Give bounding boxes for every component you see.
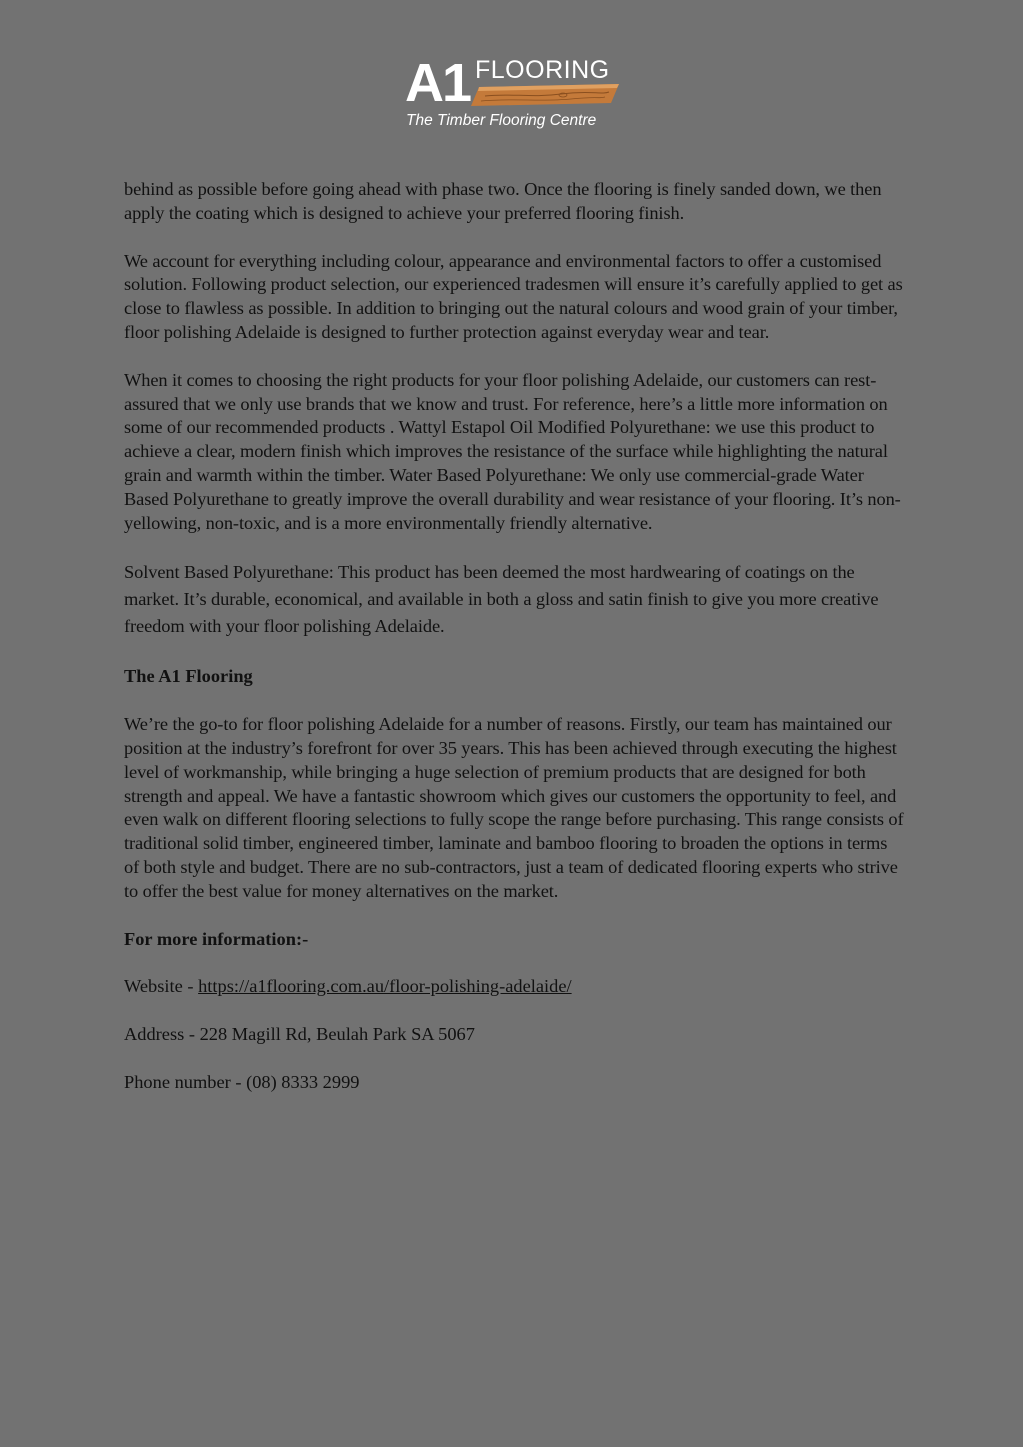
- timber-plank-icon: [471, 84, 619, 106]
- a1-flooring-logo: [405, 53, 621, 134]
- paragraph-products: When it comes to choosing the right products for your floor polishing Adelaide, our customers can rest-assured that we only use brands that we know and trust. For reference, here’s a little more information on some of our recommended products . Wattyl Estapol Oil Modified Polyurethane: we use this product to achieve a clear, modern finish which improves the resistance of the surface while highlighting the natural grain and warmth within the timber. Water Based Polyurethane: We only use commercial-grade Water Based Polyurethane to greatly improve the overall durability and wear resistance of your flooring. It’s non-yellowing, non-toxic, and is a more environmentally friendly alternative.: [124, 369, 901, 533]
- logo-brand-word: FLOORING: [475, 56, 610, 84]
- logo-brand-mark: A1: [405, 53, 471, 113]
- website-link[interactable]: https://a1flooring.com.au/floor-polishing-adelaide/: [198, 976, 572, 997]
- address-line: Address - 228 Magill Rd, Beulah Park SA 5067: [124, 1024, 475, 1045]
- phone-line: Phone number - (08) 8333 2999: [124, 1071, 360, 1092]
- paragraph-customised-solution: We account for everything including colour, appearance and environmental factors to offer a customised solution. Following product selection, our experienced tradesmen will ensure it’s carefully applied to get as close to flawless as possible. In addition to bringing out the natural colours and wood grain of your timber, floor polishing Adelaide is designed to further protection against everyday wear and tear.: [124, 250, 903, 342]
- logo-tagline: The Timber Flooring Centre: [406, 112, 597, 129]
- website-label: Website -: [124, 976, 199, 997]
- paragraph-solvent-based: Solvent Based Polyurethane: This product has been deemed the most hardwearing of coatings on the market. It’s durable, economical, and available in both a gloss and satin finish to give you more creative freedom with your floor polishing Adelaide.: [124, 562, 879, 637]
- website-line: [124, 975, 904, 999]
- paragraph-coating: behind as possible before going ahead with phase two. Once the flooring is finely sanded down, we then apply the coating which is designed to achieve your preferred flooring finish.: [124, 179, 882, 223]
- contact-heading: For more information:-: [124, 928, 309, 949]
- paragraph-about: We’re the go-to for floor polishing Adelaide for a number of reasons. Firstly, our team has maintained our position at the industry’s forefront for over 35 years. This has been achieved through executing the highest level of workmanship, while bringing a huge selection of premium products that are designed for both strength and appeal. We have a fantastic showroom which gives our customers the opportunity to feel, and even walk on different flooring selections to fully scope the range before purchasing. This range consists of traditional solid timber, engineered timber, laminate and bamboo flooring to broaden the options in terms of both style and budget. There are no sub-contractors, just a team of dedicated flooring experts who strive to offer the best value for money alternatives on the market.: [124, 714, 904, 901]
- section-heading: The A1 Flooring: [124, 666, 253, 687]
- document-body: [124, 178, 904, 1119]
